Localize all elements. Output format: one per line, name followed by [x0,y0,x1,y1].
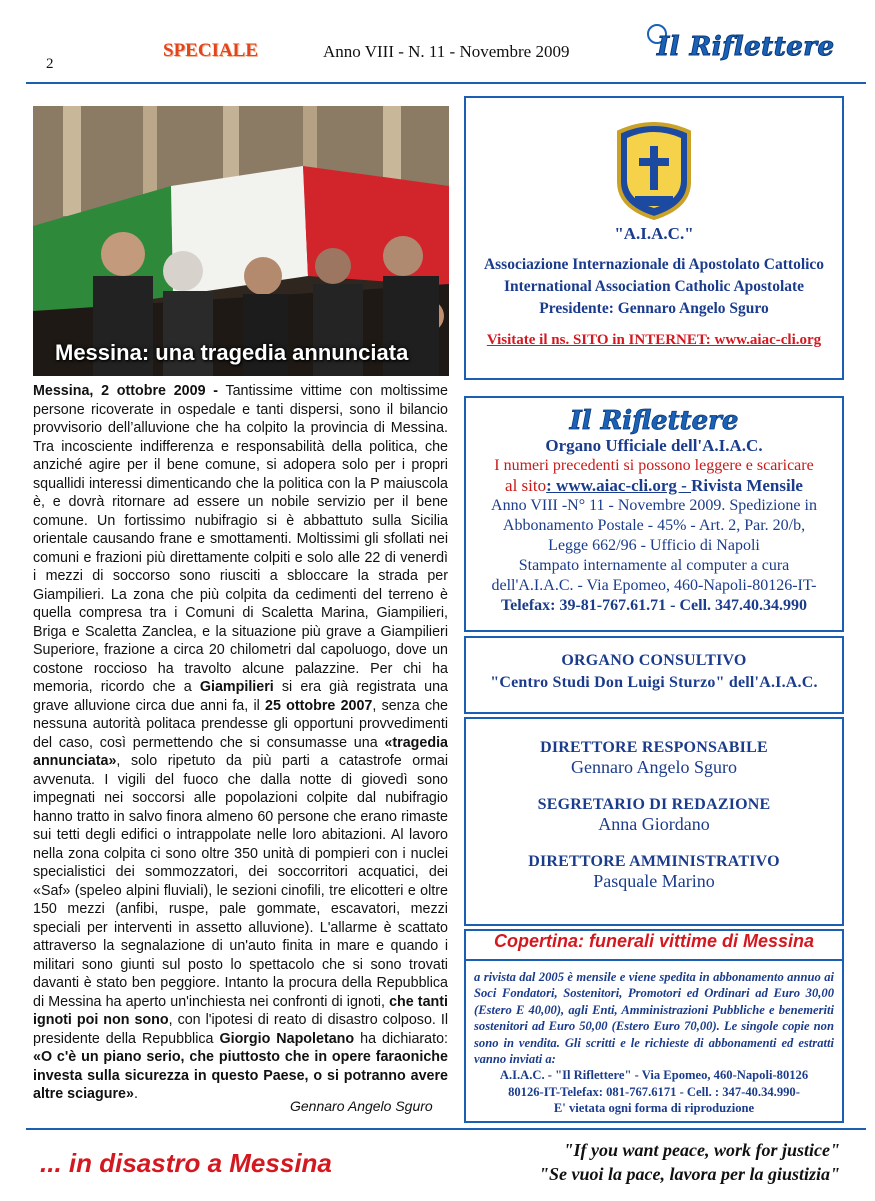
telefax-info: Telefax: 39-81-767.61.71 - Cell. 347.40.34.990 [500,597,808,614]
article-text: Tantissime vittime con moltissime persone ricoverate in ospedale e tanti dispersi, sono il bilancio provvisorio dell’alluvione che ha colpito la provincia di Messina. Tra incosciente indifferenza e responsabilità della politica, che anziché agire per il bene comune, si adopera solo per i propri squallidi interessi dimenticando che la politica con la P maiuscola è, e dovrà ritornare ad essere un nobile servizio per il bene comune. Un fortissimo nubifragio si è abbattuto sulla Sicilia orientale causando frane e smottamenti. Moltissimi gli sfollati nei comuni e frazioni più direttamente colpiti e solo alle 22 di venerdì i mezzi di soccorso sono riusciti a sbloccare la strada per Giampilieri. La zona che più colpita da cedimenti del terreno è quella compresa tra i Comuni di Scaletta Marina, Giampilieri, Briga e Scaletta Zanclea, e la situazione più grave a Giampilieri Superiore, frazione a circa 20 chilometri dal capoluogo, dove un costone roccioso ha travolto alcune palazzine. Per chi ha memoria, ricordo che a [33,383,448,695]
consultivo-box [464,636,844,714]
article-text: si era già registrata una grave alluvione circa due anni fa, il [33,679,448,714]
riflettere-box [464,396,844,632]
staff-role: DIRETTORE RESPONSABILE [540,739,768,756]
logo-text: Il Riflettere [657,32,835,62]
staff-person: Gennaro Angelo Sguro [571,757,737,777]
publication-info: dell'A.I.A.C. - Via Epomeo, 460-Napoli-80126-IT- [491,577,817,594]
monthly-label: Rivista Mensile [691,476,803,495]
footer-quote [500,1138,840,1186]
article-lead: Messina, 2 ottobre 2009 - [33,383,218,399]
article-text: ha dichiarato: [354,1030,449,1047]
website-link[interactable]: Visitate il ns. SITO in INTERNET: www.aiac-cli.org [486,332,822,348]
publication-info: Stampato internamente al computer a cura [518,557,790,574]
consultivo-name: "Centro Studi Don Luigi Sturzo" dell'A.I.A.C. [490,674,818,691]
article-bold: che tanti ignoti poi non sono [33,993,448,1028]
funeral-photo-illustration [33,106,449,376]
aiac-full-name-en: International Association Catholic Apostolate [503,278,805,295]
site-label: al sito [505,476,547,495]
article-bold: Giampilieri [199,679,274,695]
quote-italian: "Se vuoi la pace, lavora per la giustizia" [539,1164,840,1184]
article-body [33,382,448,1104]
article-text: , senza che nessuna autorità politaca prendesse gli opportuni provvedimenti del caso, così permettendo che si consumasse una [33,697,448,751]
staff-role: SEGRETARIO DI REDAZIONE [537,796,771,813]
aiac-title: "A.I.A.C." [614,224,694,243]
subscription-address: A.I.A.C. - "Il Riflettere" - Via Epomeo, 460-Napoli-80126 [499,1068,809,1083]
publication-info: Legge 662/96 - Ufficio di Napoli [548,537,760,554]
aiac-box [464,96,844,380]
aiac-seal [466,122,842,222]
subscription-contacts: 80126-IT-Telefax: 081-767.6171 - Cell. : 347-40.34.990- [508,1084,800,1099]
funeral-photo [33,106,449,376]
article-text: , solo ripetuto da più parti a catastrofe ormai avvenuta. I vigili del fuoco che dalla notte di giovedì sono impegnati nei soccorsi alle popolazioni colpite dal nubifragio hanno tratto in salvo finora almeno 60 persone che erano rimaste sui tetti degli edifici o intrappolate nelle loro abitazioni. Al lavoro nella zona colpita ci sono oltre 350 unità di pompieri con i nuclei specialistici dei sommozzatori, dei soccorritori acquatici, dei «Saf» (speleo alpini fluviali), le sezioni cinofili, tre elicotteri e oltre 150 mezzi (anfibi, ruspe, pale gommate, escavatori, mezzi speciali per interventi in assetto alluvione). L'allarme è scattato attraverso la segnalazione di un'auto finita in mare e quando i militari sono giunti sul posto lo spettacolo che si sono trovati davanti è stato ben peggiore. Intanto la procura della Repubblica di Messina ha aperto un'inchiesta nei confronti di ignoti, [33,753,448,1010]
section-label: SPECIALE [163,40,259,61]
publication-info: Abbonamento Postale - 45% - Art. 2, Par. 20/b, [502,517,806,534]
reproduction-notice: E' vietata ogni forma di riproduzione [553,1101,755,1116]
article-bold: «tragedia annunciata» [33,734,448,769]
aiac-seal-icon [609,122,699,222]
article-bold: «O c'è un piano serio, che piuttosto che in opere faraoniche investa sulla sicurezza in questo Paese, o si potranno avere altre sciagure» [33,1049,448,1102]
photo-caption: Messina: una tragedia annunciata [55,340,409,365]
riflettere-title: Il Riflettere [569,406,739,436]
consultivo-heading: ORGANO CONSULTIVO [561,652,747,669]
page-number: 2 [46,56,54,72]
header-rule [26,82,866,84]
aiac-full-name-it: Associazione Internazionale di Apostolato Cattolico [483,256,825,273]
previous-issues-note: I numeri precedenti si possono leggere e scaricare [494,457,814,474]
article-bold: 25 ottobre 2007 [265,697,373,714]
subscription-box [464,929,844,1123]
staff-person: Pasquale Marino [593,871,715,891]
aiac-president: Presidente: Gennaro Angelo Sguro [539,300,769,317]
staff-role: DIRETTORE AMMINISTRATIVO [528,853,780,870]
official-organ: Organo Ufficiale dell'A.I.A.C. [545,436,763,455]
cover-caption: Copertina: funerali vittime di Messina [493,931,815,951]
article-text: . [133,1086,138,1102]
staff-person: Anna Giordano [598,814,710,834]
article-bold: Giorgio Napoletano [219,1030,355,1047]
footer-rule [26,1128,866,1130]
issue-info: Anno VIII - N. 11 - Novembre 2009 [323,42,570,61]
article-text: , con l'ipotesi di reato di disastro colposo. Il presidente della Repubblica [33,1012,448,1047]
subscription-text: a rivista dal 2005 è mensile e viene spedita in abbonamento annuo ai Soci Fondatori, Sostenitori, Promotori ed Ordinari ad Euro 30,00 (Estero E 40,00), agli Enti, Amministrazioni Pubbliche e benemeriti sostenitori ad Euro 50,00 (Estero Euro 70,00). Le singole copie non sono in vendita. Gli scritti e le richieste di abbonamenti ed estratti vanno inviati a: [474,970,834,1067]
article-signature: Gennaro Angelo Sguro [290,1098,433,1114]
footer-title: ... in disastro a Messina [40,1148,332,1178]
quote-english: "If you want peace, work for justice" [563,1140,840,1160]
publication-info: Anno VIII -N° 11 - Novembre 2009. Spedizione in [491,497,817,514]
masthead-logo [643,24,863,74]
site-link[interactable]: : www.aiac-cli.org - [546,476,692,495]
staff-box [464,717,844,926]
